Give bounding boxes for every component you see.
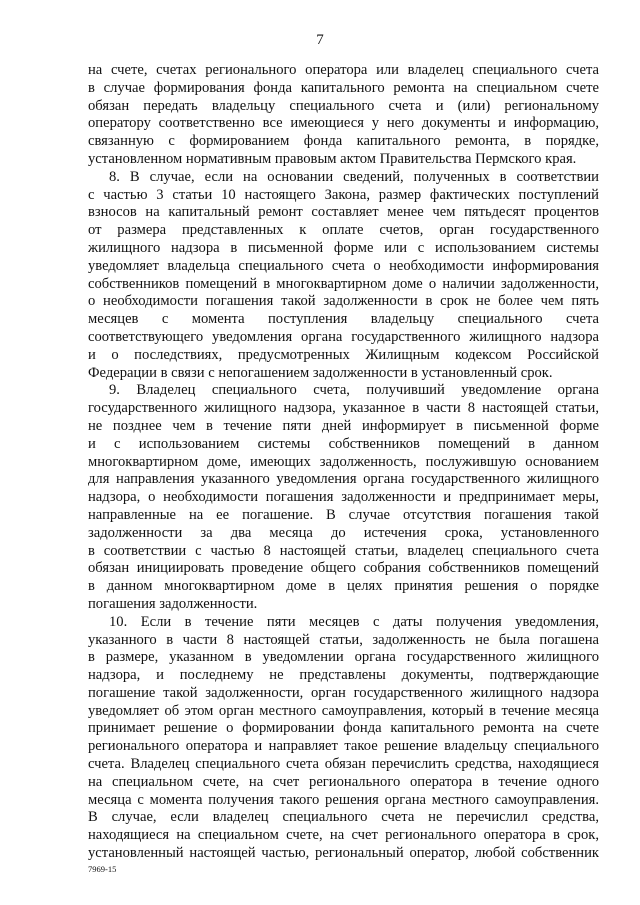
text-line: на специальном счете, на счет регионального оператора в течение одного — [88, 773, 599, 790]
text-line: 10. Если в течение пяти месяцев с даты получения уведомления, — [109, 613, 599, 630]
text-line: собственников помещений в многоквартирном доме о наличии задолженности, — [88, 275, 599, 292]
text-line: В случае, если владелец специального счета не перечислил средства, — [88, 809, 599, 826]
text-line: на счете, счетах регионального оператора или владелец специального счета — [88, 62, 599, 78]
text-line: месяцев с момента поступления владельцу специального счета — [88, 311, 599, 328]
text-line: соответствующего уведомления органа государственного жилищного надзора — [88, 328, 599, 345]
text-line: обязан передать владельцу специального счета и (или) региональному — [88, 97, 599, 114]
text-line: месяца с момента получения такого решения органа местного самоуправления. — [88, 791, 599, 808]
text-line: задолженности за два месяца до истечения срока, установленного — [88, 524, 599, 541]
text-line: оператору соответственно все имеющиеся у него документы и информацию, — [88, 115, 599, 132]
text-line: Федерации в связи с непогашением задолженности в установленный срок. — [88, 364, 553, 381]
text-line: 9. Владелец специального счета, получивший уведомление органа — [109, 382, 599, 399]
text-line: надзора, о необходимости погашения задолженности и предпринимает меры, — [88, 489, 599, 506]
text-line: для направления указанного уведомления органа государственного жилищного — [88, 471, 599, 488]
page-number: 7 — [316, 32, 324, 48]
text-line: обязан инициировать проведение общего собрания собственников помещений — [88, 560, 599, 577]
text-line: установленном нормативным правовым актом Правительства Пермского края. — [88, 150, 577, 167]
footer-code: 7969-15 — [88, 864, 117, 874]
text-line: принимает решение о формировании фонда капитального ремонта на счете — [88, 720, 599, 737]
text-line: регионального оператора и направляет такое решение владельцу специального — [88, 738, 599, 755]
text-line: с частью 3 статьи 10 настоящего Закона, размер фактических поступлений — [88, 186, 599, 203]
text-line: жилищного надзора в письменной форме или с использованием системы — [88, 239, 599, 256]
text-line: находящиеся на специальном счете, на счет регионального оператора в срок, — [88, 827, 599, 844]
text-line: погашения задолженности. — [88, 595, 258, 612]
text-line: и с использованием системы собственников помещений в данном — [88, 435, 599, 452]
text-line: направленные на ее погашение. В случае отсутствия погашения такой — [88, 506, 599, 523]
text-line: не позднее чем в течение пяти дней информирует в письменной форме — [88, 417, 599, 434]
text-line: в соответствии с частью 8 настоящей статьи, владелец специального счета — [88, 542, 599, 559]
text-line: 8. В случае, если на основании сведений, полученных в соответствии — [109, 168, 599, 185]
text-line: многоквартирном доме, имеющих задолженность, послужившую основанием — [88, 453, 599, 470]
text-line: погашение такой задолженности, орган государственного жилищного надзора — [88, 684, 599, 701]
text-line: государственного жилищного надзора, указанное в части 8 настоящей статьи, — [88, 400, 599, 417]
text-line: счета. Владелец специального счета обязан перечислить средства, находящиеся — [88, 756, 599, 773]
text-line: установленный настоящей частью, региональный оператор, любой собственник — [88, 845, 599, 862]
text-line: о необходимости погашения такой задолженности в срок не более чем пять — [88, 293, 599, 310]
text-line: взносов на капитальный ремонт составляет менее чем пятьдесят процентов — [88, 204, 599, 221]
text-line: связанную с формированием фонда капитального ремонта, в порядке, — [88, 133, 599, 150]
text-line: в случае формирования фонда капитального ремонта на специальном счете — [88, 79, 599, 96]
text-line: надзора, и последнему не представлены документы, подтверждающие — [88, 667, 599, 684]
text-line: и о последствиях, предусмотренных Жилищным кодексом Российской — [88, 346, 599, 363]
text-line: в данном многоквартирном доме в целях принятия решения о порядке — [88, 578, 599, 595]
text-line: уведомляет об этом орган местного самоуправления, который в течение месяца — [88, 702, 599, 719]
text-line: уведомляет владельца специального счета о необходимости информирования — [88, 257, 599, 274]
text-line: в размере, указанном в уведомлении органа государственного жилищного — [88, 649, 599, 666]
text-line: указанного в части 8 настоящей статьи, задолженность не была погашена — [88, 631, 599, 648]
text-line: от размера представленных к оплате счетов, орган государственного — [88, 222, 599, 239]
document-body — [88, 62, 599, 863]
